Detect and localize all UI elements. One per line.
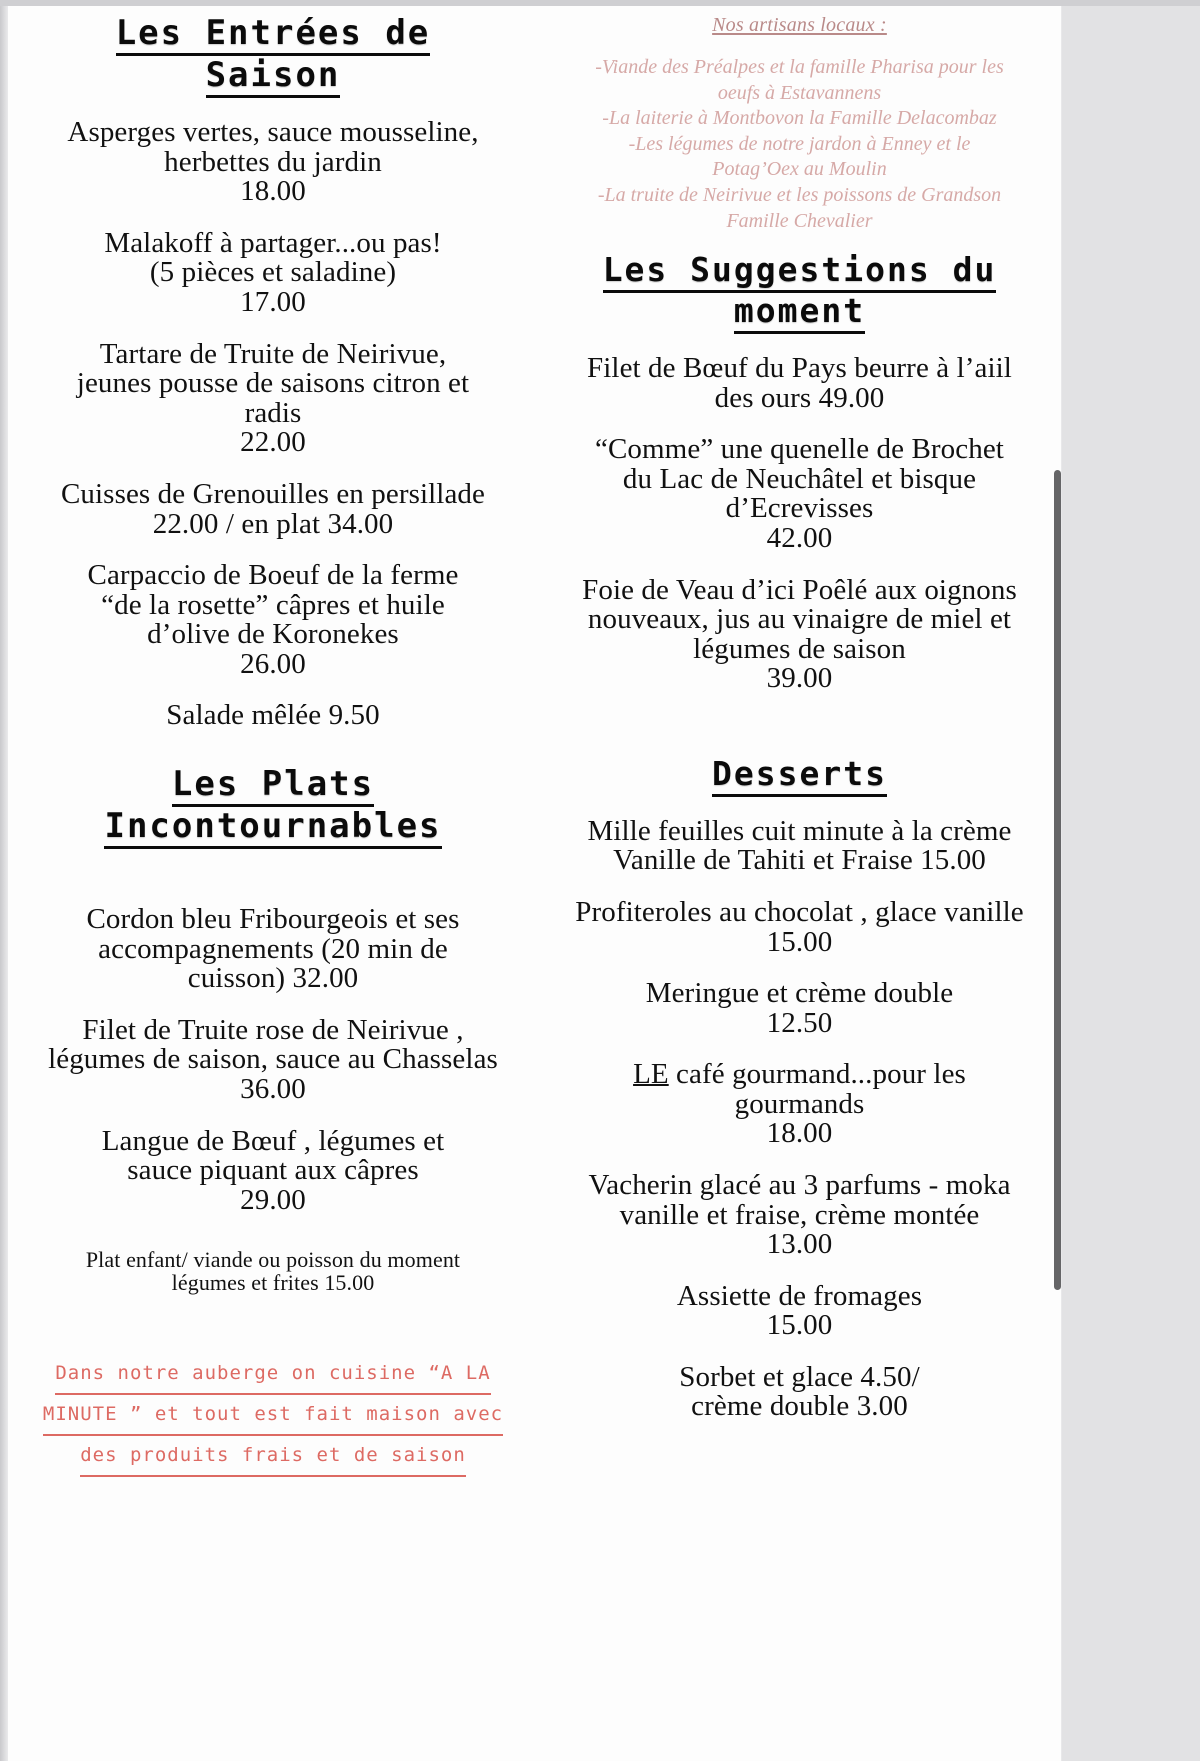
menu-item-carpaccio [26,561,520,679]
footer-note-line1: Dans notre auberge on cuisine “A LA [55,1354,490,1395]
item-line: Foie de Veau d’ici Poêlé aux oignons [582,573,1017,606]
menu-item-mille-feuilles [548,814,1051,877]
heading-plats-line1: Les Plats [172,765,374,807]
item-price: 22.00 / en plat 34.00 [152,507,394,540]
artisans-list [548,55,1051,234]
item-price: 15.00 [766,925,833,958]
item-line: Asperges vertes, sauce mousseline, [67,116,479,149]
item-price: 29.00 [240,1183,306,1216]
item-line: Vanille de Tahiti et Fraise 15.00 [613,844,986,877]
item-line: des ours 49.00 [714,381,885,414]
item-line: jeunes pousse de saisons citron et [76,367,470,400]
item-line: Langue de Bœuf , légumes et [101,1124,445,1157]
item-line: Carpaccio de Boeuf de la ferme [87,559,459,592]
item-line: “de la rosette” câpres et huile [101,588,445,621]
artisans-title: Nos artisans locaux : [712,14,887,36]
artisans-line: -La truite de Neirivue et les poissons de Grandson [597,183,1002,206]
item-price: 36.00 [240,1073,306,1106]
item-line: Sorbet et glace 4.50/ [679,1360,920,1393]
cafe-gourmand-underlined-le: LE [633,1058,669,1091]
item-line: café gourmand...pour les [668,1058,966,1091]
item-line: crème double 3.00 [691,1390,908,1423]
item-line: légumes de saison, sauce au Chasselas [48,1043,498,1076]
item-line: Cuisses de Grenouilles en persillade [60,477,485,510]
menu-item-tartare-truite [26,337,520,459]
menu-item-malakoff [26,226,520,319]
item-line: Mille feuilles cuit minute à la crème [587,814,1012,847]
menu-item-assiette-fromages [548,1279,1051,1342]
item-line: Tartare de Truite de Neirivue, [99,337,447,370]
item-price: 18.00 [240,175,306,208]
menu-item-vacherin [548,1171,1051,1260]
artisans-line: Potag’Oex au Moulin [712,158,887,181]
item-line: Salade mêlée 9.50 [166,699,380,732]
page-right-edge [1061,0,1200,1761]
menu-item-quenelle-brochet [548,435,1051,553]
item-price: 42.00 [766,521,833,554]
item-line: légumes et frites 15.00 [171,1269,375,1295]
heading-suggestions [548,252,1051,334]
item-price: 39.00 [766,662,833,695]
item-line: sauce piquant aux câpres [127,1154,419,1187]
heading-desserts-line1: Desserts [712,756,887,797]
item-line: Filet de Truite rose de Neirivue , [82,1013,464,1046]
item-price: 13.00 [766,1228,833,1261]
item-line: Vacherin glacé au 3 parfums - moka [588,1169,1011,1201]
item-line: Plat enfant/ viande ou poisson du moment [85,1247,461,1273]
artisans-line: oeufs à Estavannens [717,81,882,104]
artisans-line: Famille Chevalier [726,209,873,232]
menu-item-sorbet-glace [548,1360,1051,1423]
item-line: Filet de Bœuf du Pays beurre à l’aiil [587,352,1012,385]
menu-item-meringue [548,979,1051,1038]
item-line: gourmands [734,1087,865,1120]
item-line: Cordon bleu Fribourgeois et ses [86,903,460,936]
heading-entrees [26,14,520,98]
menu-item-profiteroles [548,895,1051,958]
item-price: 15.00 [766,1309,833,1342]
menu-columns [8,0,1061,1761]
item-price: 26.00 [240,647,306,680]
item-price: 22.00 [240,426,306,459]
item-line: d’Ecrevisses [725,492,874,525]
item-line: Profiteroles au chocolat , glace vanille [575,895,1024,928]
heading-desserts [548,753,1051,797]
menu-item-filet-boeuf [548,354,1051,413]
artisans-line: -Viande des Préalpes et la famille Pharisa pour les [595,56,1004,78]
footer-note-line2: MINUTE ” et tout est fait maison avec [43,1395,503,1436]
item-line: accompagnements (20 min de [98,932,448,965]
heading-plats [26,765,520,849]
item-price: 18.00 [766,1117,833,1150]
heading-suggestions-line1: Les Suggestions du [603,252,997,293]
item-line: radis [244,396,302,429]
menu-item-asperges [26,118,520,207]
menu-item-salade-melee [26,701,520,731]
item-line: Meringue et crème double [645,977,954,1010]
item-line: nouveaux, jus au vinaigre de miel et [587,603,1012,636]
heading-plats-line2: Incontournables [104,807,441,849]
footer-note-line3: des produits frais et de saison [80,1436,466,1477]
heading-suggestions-line2: moment [734,293,865,334]
artisans-line: -La laiterie à Montbovon la Famille Delacombaz [602,107,997,130]
menu-item-langue-boeuf [26,1124,520,1216]
item-line: d’olive de Koronekes [147,618,399,651]
scrollbar-thumb[interactable] [1054,470,1061,1290]
item-line: herbettes du jardin [164,145,382,178]
item-line: Malakoff à partager...ou pas! [104,226,442,259]
item-price: 12.50 [766,1006,833,1039]
item-line: (5 pièces et saladine) [149,256,397,289]
item-line: du Lac de Neuchâtel et bisque [622,462,977,495]
item-line: “Comme” une quenelle de Brochet [595,433,1004,466]
menu-item-grenouilles [26,477,520,540]
item-line: vanille et fraise, crème montée [619,1198,980,1231]
menu-item-filet-truite-rose [26,1013,520,1106]
menu-item-cordon-bleu [26,905,520,994]
menu-item-plat-enfant [26,1249,520,1294]
menu-item-foie-de-veau [548,573,1051,695]
item-line: Assiette de fromages [676,1279,923,1312]
artisans-line: -Les légumes de notre jardon à Enney et le [628,132,971,155]
right-column [538,0,1061,1761]
item-line: cuisson) 32.00 [187,962,359,995]
heading-entrees-line2: Saison [206,56,341,98]
heading-entrees-line1: Les Entrées de [116,14,431,56]
item-price: 17.00 [240,286,306,319]
left-column [8,0,538,1761]
kitchen-philosophy-note [26,1354,520,1477]
item-line: légumes de saison [693,632,906,665]
menu-item-cafe-gourmand [548,1060,1051,1149]
